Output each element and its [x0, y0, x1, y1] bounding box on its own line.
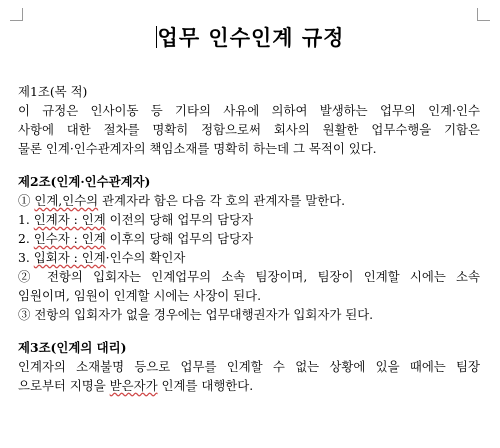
- article1-line-3: 물론 인계·인수관계자의 책임소재를 명확히 하는데 그 목적이 있다.: [18, 141, 377, 156]
- article3-heading: 제3조(인계의 대리): [18, 340, 127, 355]
- article1-line-1: 이 규정은 인사이동 등 기타의 사유에 의하여 발생하는 업무의 인계·인수: [18, 103, 480, 118]
- page-corner-mark-right: [477, 8, 490, 21]
- def2-number: 2.: [18, 231, 34, 246]
- article2-heading: 제2조(인계·인수관계자): [18, 174, 151, 189]
- article1-heading: 제1조(목 적): [18, 84, 88, 99]
- item1-text: 관계자라 함은 다음 각 호의 관계자를 말한다.: [98, 193, 346, 208]
- item1-marker: ①: [18, 193, 35, 208]
- spellcheck-underline: 입회자 : 인계: [33, 250, 106, 265]
- article1-line-2: 사항에 대한 절차를 명확히 정함으로써 회사의 원활한 업무수행을 기함은: [18, 122, 480, 137]
- document-title[interactable]: [0, 22, 500, 52]
- article2-item-2-line-1: ② 전항의 입회자는 인계업무의 소속 팀장이며, 팀장이 인계할 시에는 소속: [18, 269, 480, 284]
- article2-item-2-line-2: 임원이며, 임원이 인계할 시에는 사장이 된다.: [18, 288, 262, 303]
- def3-number: 3.: [18, 250, 34, 265]
- def1-text: 이전의 당해 업무의 담당자: [105, 212, 254, 227]
- article3-line-1: 인계자의 소재불명 등으로 업무를 인계할 수 없는 상황에 있을 때에는 팀장: [18, 359, 480, 374]
- text-cursor: [156, 26, 157, 48]
- def2-text: 이후의 당해 업무의 담당자: [105, 231, 254, 246]
- spellcheck-underline: 받은자가: [109, 378, 158, 393]
- page-corner-mark-left: [10, 8, 23, 21]
- spellcheck-underline: 인계자 : 인계: [33, 212, 106, 227]
- article2-def-2: [18, 229, 480, 248]
- title-text: 업무 인수인계 규정: [157, 25, 345, 50]
- article3-line-2: [18, 376, 480, 395]
- article2-item-1: [18, 191, 480, 210]
- article2-def-1: [18, 210, 480, 229]
- document-body[interactable]: [18, 82, 480, 395]
- def1-number: 1.: [18, 212, 34, 227]
- def3-text: ·인수의 확인자: [105, 250, 186, 265]
- article2-item-3: ③ 전항의 입회자가 없을 경우에는 업무대행권자가 입회자가 된다.: [18, 307, 374, 322]
- article2-def-3: [18, 248, 480, 267]
- line2-text-end: 인계를 대행한다.: [157, 378, 254, 393]
- spellcheck-underline: 인수자 : 인계: [33, 231, 106, 246]
- line2-text-start: 으로부터 지명을: [18, 378, 110, 393]
- spellcheck-underline: 인계,인수의: [34, 193, 99, 208]
